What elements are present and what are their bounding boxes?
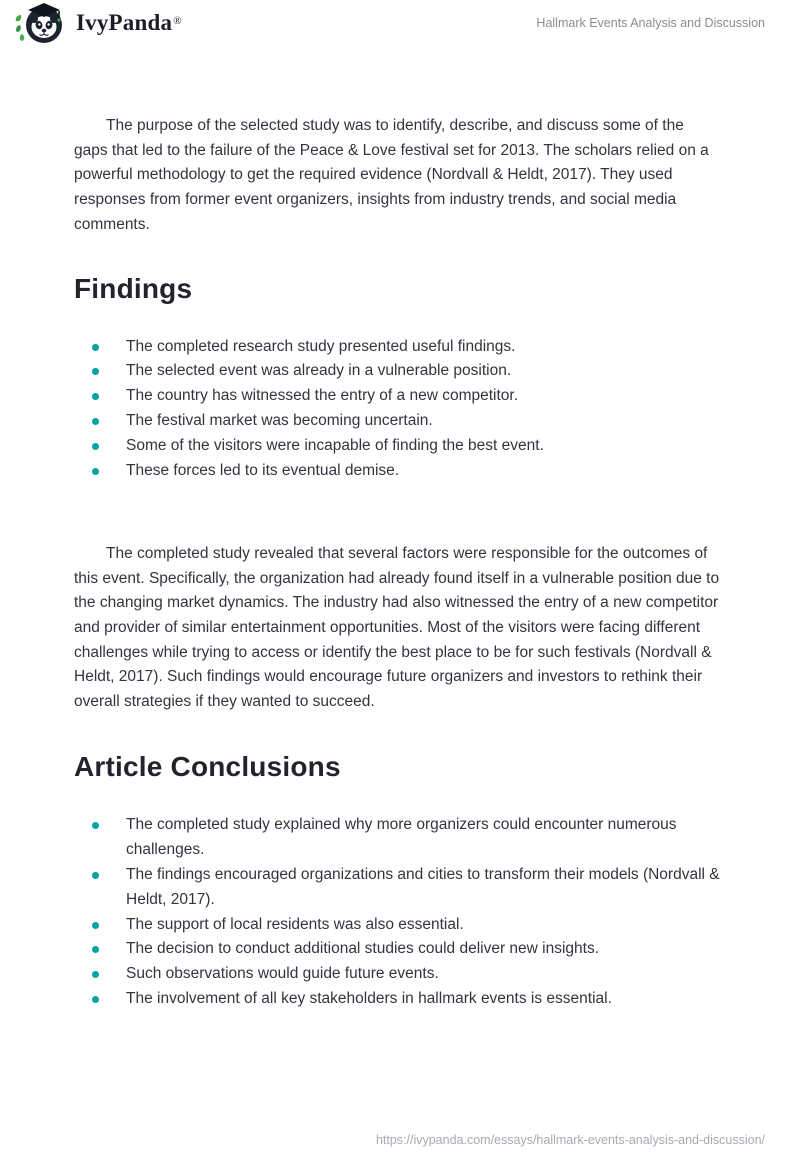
list-item bbox=[92, 863, 720, 913]
ivypanda-logo[interactable] bbox=[14, 1, 182, 45]
findings-bullet-list bbox=[92, 335, 720, 484]
list-item-text: The involvement of all key stakeholders in hallmark events is essential. bbox=[126, 990, 612, 1008]
essay-content bbox=[0, 46, 800, 1012]
paragraph-discussion: The completed study revealed that several factors were responsible for the outcomes of this event. Specifically, the organization had already found itself in a vulnerable position due to the changing market dynamics. The industry had also witnessed the entry of a new competitor and provider of similar entertainment opportunities. Most of the visitors were facing different challenges while trying to access or identify the best place to be for such festivals (Nordvall & Heldt, 2017). Such findings would encourage future organizers and investors to rethink their overall strategies if they wanted to succeed. bbox=[74, 544, 720, 711]
document-title: Hallmark Events Analysis and Discussion bbox=[536, 16, 765, 30]
list-item-text: Such observations would guide future events. bbox=[126, 965, 439, 983]
list-item bbox=[92, 962, 720, 987]
list-item-text: The findings encouraged organizations and cities to transform their models (Nordvall & Heldt, 2017). bbox=[126, 865, 720, 908]
list-item bbox=[92, 987, 720, 1012]
list-item bbox=[92, 409, 720, 434]
source-url-link[interactable]: https://ivypanda.com/essays/hallmark-events-analysis-and-discussion/ bbox=[375, 1133, 765, 1147]
list-item-text: The country has witnessed the entry of a new competitor. bbox=[126, 387, 519, 405]
list-item bbox=[92, 359, 720, 384]
page-footer bbox=[376, 1133, 765, 1147]
list-item-text: The completed research study presented useful findings. bbox=[126, 337, 516, 355]
list-item-text: These forces led to its eventual demise. bbox=[126, 462, 400, 480]
list-item bbox=[92, 335, 720, 360]
list-item-text: The selected event was already in a vulnerable position. bbox=[126, 362, 512, 380]
heading-article-conclusions: Article Conclusions bbox=[74, 750, 341, 782]
paragraph-purpose: The purpose of the selected study was to identify, describe, and discuss some of the gaps that led to the failure of the Peace & Love festival set for 2013. The scholars relied on a powerful methodology to get the required evidence (Nordvall & Heldt, 2017). They used responses from former event organizers, insights from industry trends, and social media comments. bbox=[74, 117, 709, 233]
page-header bbox=[0, 0, 800, 46]
list-item bbox=[92, 434, 720, 459]
list-item-text: The support of local residents was also essential. bbox=[126, 915, 464, 933]
list-item-text: The festival market was becoming uncertain. bbox=[126, 412, 433, 430]
list-item bbox=[92, 813, 720, 863]
heading-findings: Findings bbox=[74, 272, 193, 304]
brand-wordmark bbox=[76, 10, 182, 36]
conclusions-bullet-list bbox=[92, 813, 720, 1012]
registered-mark: ® bbox=[173, 14, 182, 27]
list-item-text: Some of the visitors were incapable of finding the best event. bbox=[126, 437, 544, 455]
brand-name: IvyPanda bbox=[76, 10, 173, 35]
list-item-text: The completed study explained why more organizers could encounter numerous challenges. bbox=[126, 815, 677, 858]
list-item bbox=[92, 937, 720, 962]
list-item-text: The decision to conduct additional studies could deliver new insights. bbox=[126, 940, 600, 958]
panda-graduation-cap-icon bbox=[14, 1, 66, 45]
list-item bbox=[92, 913, 720, 938]
list-item bbox=[92, 459, 720, 484]
list-item bbox=[92, 384, 720, 409]
